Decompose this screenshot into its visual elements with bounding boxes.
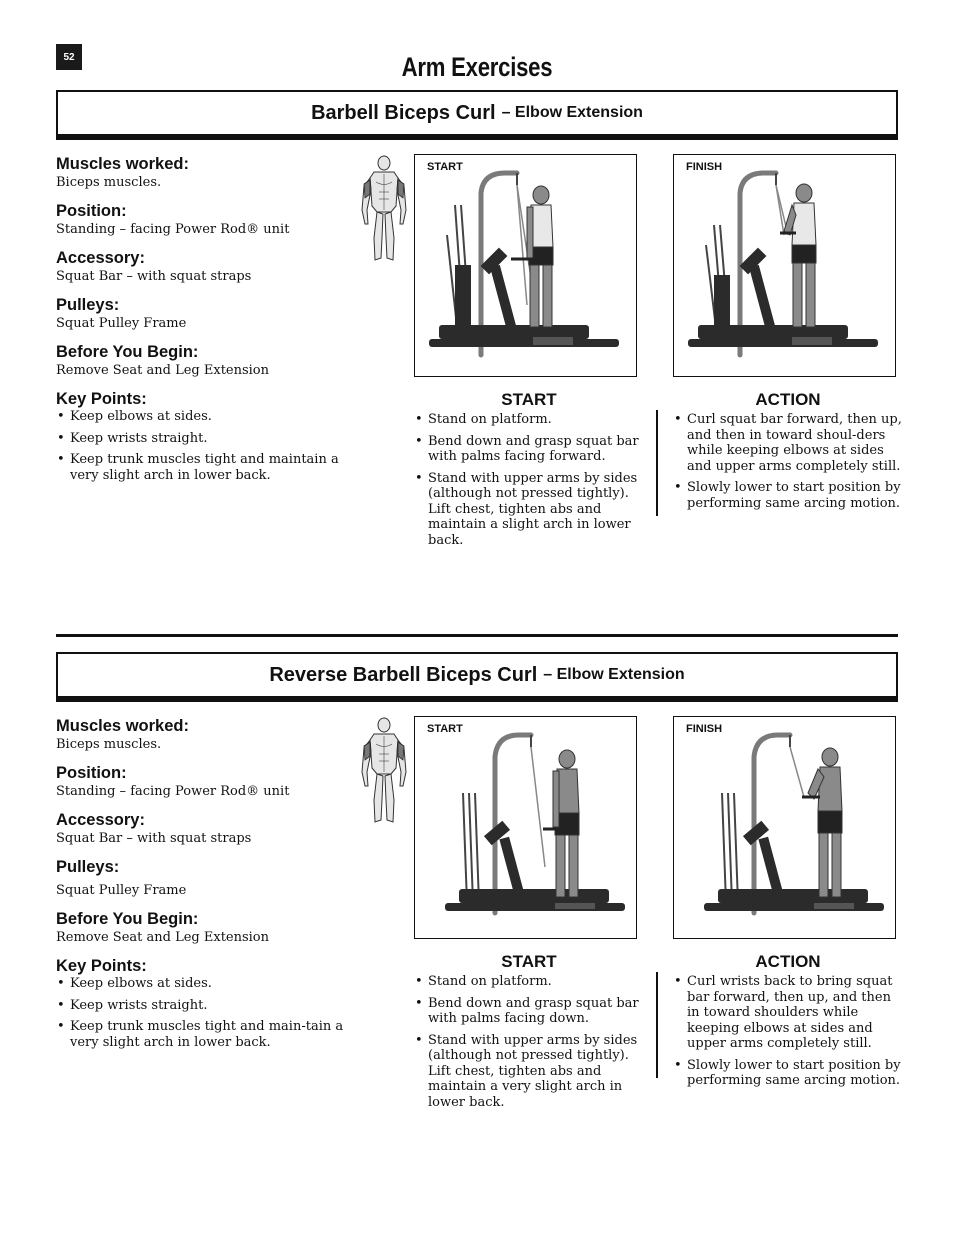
- machine-person-image: [415, 717, 636, 938]
- start-steps: [414, 952, 644, 1116]
- list-item: • Keep wrists straight.: [56, 431, 346, 447]
- action-steps: [673, 390, 903, 517]
- section-header: [56, 90, 898, 136]
- muscles-value: Biceps muscles.: [56, 737, 162, 752]
- action-list: [673, 412, 903, 511]
- before-value: Remove Seat and Leg Extension: [56, 930, 270, 945]
- start-photo: [414, 154, 637, 377]
- machine-person-image: [674, 717, 895, 938]
- action-heading: ACTION: [755, 390, 821, 409]
- exercise-info: [56, 154, 346, 489]
- pulleys-value: Squat Pulley Frame: [56, 883, 187, 898]
- list-item: • Stand with upper arms by sides (although not pressed tightly). Lift chest, tighten abs and maintain a very slight arch in lower back.: [414, 1033, 644, 1111]
- accessory-value: Squat Bar – with squat straps: [56, 269, 252, 284]
- action-heading: ACTION: [755, 952, 821, 971]
- photo-tag: START: [427, 161, 463, 173]
- column-divider: [656, 410, 658, 516]
- accessory-label: Accessory:: [56, 249, 145, 267]
- start-steps: [414, 390, 644, 554]
- keypoints-label: Key Points:: [56, 390, 147, 408]
- exercise-section-barbell-biceps-curl: [56, 90, 902, 630]
- list-item: • Slowly lower to start position by performing same arcing motion.: [673, 480, 903, 511]
- section-subtitle: – Elbow Extension: [501, 104, 643, 121]
- list-item: • Stand on platform.: [414, 412, 644, 428]
- finish-photo: [673, 154, 896, 377]
- page-number: 52: [56, 44, 82, 70]
- muscle-diagram-icon: [358, 716, 410, 826]
- before-value: Remove Seat and Leg Extension: [56, 363, 270, 378]
- accessory-value: Squat Bar – with squat straps: [56, 831, 252, 846]
- machine-person-image: [674, 155, 895, 376]
- position-label: Position:: [56, 202, 127, 220]
- action-list: [673, 974, 903, 1089]
- start-list: [414, 974, 644, 1110]
- list-item: • Curl squat bar forward, then up, and then in toward shoul-ders while keeping elbows at sides and upper arms completely still.: [673, 412, 903, 474]
- muscles-value: Biceps muscles.: [56, 175, 162, 190]
- photo-tag: FINISH: [686, 723, 723, 735]
- start-list: [414, 412, 644, 548]
- exercise-info: [56, 716, 346, 1056]
- muscles-label: Muscles worked:: [56, 155, 189, 173]
- finish-photo: [673, 716, 896, 939]
- page-title: Arm Exercises: [401, 52, 553, 82]
- before-label: Before You Begin:: [56, 343, 199, 361]
- photo-tag: FINISH: [686, 161, 723, 173]
- list-item: • Bend down and grasp squat bar with palms facing down.: [414, 996, 644, 1027]
- machine-person-image: [415, 155, 636, 376]
- position-value: Standing – facing Power Rod® unit: [56, 784, 290, 799]
- list-item: • Stand on platform.: [414, 974, 644, 990]
- accessory-label: Accessory:: [56, 811, 145, 829]
- column-divider: [656, 972, 658, 1078]
- list-item: • Keep trunk muscles tight and maintain a very slight arch in lower back.: [56, 452, 346, 483]
- keypoints-label: Key Points:: [56, 957, 147, 975]
- list-item: • Stand with upper arms by sides (although not pressed tightly). Lift chest, tighten abs and maintain a slight arch in lower back.: [414, 471, 644, 549]
- list-item: • Bend down and grasp squat bar with palms facing forward.: [414, 434, 644, 465]
- start-heading: START: [501, 952, 557, 971]
- start-photo: [414, 716, 637, 939]
- section-title: Barbell Biceps Curl: [311, 101, 496, 124]
- list-item: • Keep elbows at sides.: [56, 409, 346, 425]
- section-header: [56, 652, 898, 698]
- section-divider: [56, 634, 898, 637]
- list-item: • Keep wrists straight.: [56, 998, 346, 1014]
- section-title: Reverse Barbell Biceps Curl: [269, 663, 538, 686]
- muscles-label: Muscles worked:: [56, 717, 189, 735]
- start-heading: START: [501, 390, 557, 409]
- pulleys-label: Pulleys:: [56, 296, 120, 314]
- before-label: Before You Begin:: [56, 910, 199, 928]
- action-steps: [673, 952, 903, 1095]
- position-label: Position:: [56, 764, 127, 782]
- pulleys-label: Pulleys:: [56, 858, 120, 876]
- list-item: • Slowly lower to start position by performing same arcing motion.: [673, 1058, 903, 1089]
- list-item: • Keep elbows at sides.: [56, 976, 346, 992]
- exercise-section-reverse-barbell-biceps-curl: [56, 634, 901, 1174]
- list-item: • Keep trunk muscles tight and main-tain a very slight arch in lower back.: [56, 1019, 346, 1050]
- section-subtitle: – Elbow Extension: [543, 666, 685, 683]
- keypoints-list: [56, 409, 346, 483]
- list-item: • Curl wrists back to bring squat bar forward, then up, and then in toward shoulders while keeping elbows at sides and upper arms completely still.: [673, 974, 903, 1052]
- muscle-diagram-icon: [358, 154, 410, 264]
- keypoints-list: [56, 976, 346, 1050]
- pulleys-value: Squat Pulley Frame: [56, 316, 187, 331]
- photo-tag: START: [427, 723, 463, 735]
- position-value: Standing – facing Power Rod® unit: [56, 222, 290, 237]
